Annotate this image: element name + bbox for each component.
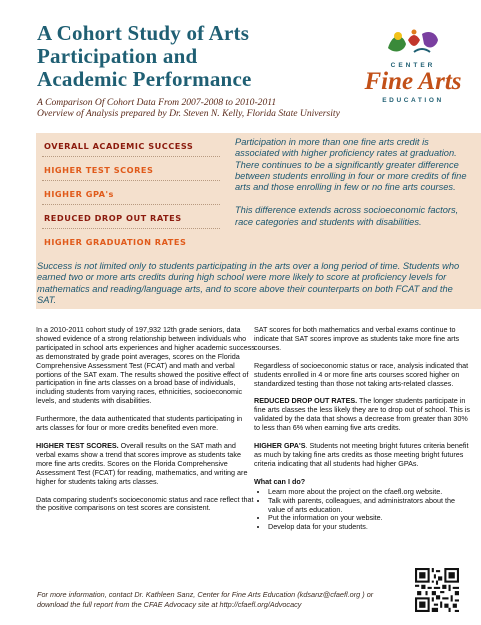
paragraph: REDUCED DROP OUT RATES. The longer students participate in fine arts classes the less likely they are to drop out of school. This is validated by the data that shows a decrease from greater than 30% to less than 6% when earning five arts credits. bbox=[254, 396, 470, 433]
divider bbox=[42, 228, 220, 229]
subtitle-line: A Comparison Of Cohort Data From 2007-2008 to 2010-2011 bbox=[37, 97, 277, 108]
footer-line: For more information, contact Dr. Kathleen Sanz, Center for Fine Arts Education (kdsanz@cfaefl.org ) or bbox=[37, 590, 374, 599]
feature-overall-academic-success: OVERALL ACADEMIC SUCCESS bbox=[44, 141, 194, 151]
features-list bbox=[36, 133, 223, 253]
band-paragraph: This difference extends across socioeconomic factors, race categories and students with disabilities. bbox=[235, 205, 459, 227]
footer-contact bbox=[37, 590, 407, 609]
section-heading: HIGHER GPA'S bbox=[254, 441, 306, 451]
center-fine-arts-logo bbox=[358, 22, 468, 122]
paragraph: In a 2010-2011 cohort study of 197,932 12th grade seniors, data showed evidence of a strong relationship between individuals who participated in school arts experiences and higher academic success as demonstrated by grade point averages, scores on the Florida Comprehensive Assessment Test (FCAT) and math and verbal portions of the SAT exam. The results showed the positive effect of participation in fine arts classes on a broad base of individuals, including students from varying races, ethnicities, socioeconomic levels, and students with disabilities. bbox=[36, 325, 255, 406]
list-item: • Learn more about the project on the cfaefl.org website. bbox=[268, 488, 474, 497]
what-can-i-do-heading: What can I do? bbox=[254, 476, 306, 486]
page-subtitle bbox=[37, 97, 377, 119]
band-paragraph: Participation in more than one fine arts credit is associated with higher proficiency rates at graduation. There continues to be a significantly greater difference between students enrolling in four or more credits of fine arts and those enrolling in few or no fine arts courses. bbox=[235, 137, 467, 193]
feature-higher-test-scores: HIGHER TEST SCORES bbox=[44, 165, 154, 175]
body-column-right bbox=[254, 326, 474, 532]
band-wide-text: Success is not limited only to students participating in the arts over a long period of time. Students who earned two or more arts credits during high school were more likely to score at proficiency levels for mathematics and reading/language arts, and to score above their counterparts on both FCAT and the SAT. bbox=[37, 261, 460, 305]
subtitle-line: Overview of Analysis prepared by Dr. Steven N. Kelly, Florida State University bbox=[37, 108, 340, 119]
page-title bbox=[37, 22, 337, 91]
feature-higher-graduation-rates: HIGHER GRADUATION RATES bbox=[44, 237, 187, 247]
paragraph: HIGHER TEST SCORES. Overall results on the SAT math and verbal exams show a trend that scores improve as students take more fine arts credits. Scores on the Florida Comprehensive Assessment Test (FCAT) for reading, mathematics, and writing are higher for students taking arts classes. bbox=[36, 440, 248, 486]
section-heading: HIGHER TEST SCORES. bbox=[36, 440, 119, 450]
title-line: Academic Performance bbox=[37, 67, 252, 91]
action-list bbox=[254, 488, 474, 533]
paragraph: Regardless of socioeconomic status or race, analysis indicated that students enrolled in 4 or more fine arts courses scored higher on standardized testing than those not taking arts-related classes. bbox=[254, 360, 469, 388]
logo-education-text: EDUCATION bbox=[382, 97, 444, 104]
list-item: • Develop data for your students. bbox=[268, 523, 474, 532]
list-item: • Talk with parents, colleagues, and administrators about the value of arts education. bbox=[268, 497, 474, 515]
feature-reduced-drop-out-rates: REDUCED DROP OUT RATES bbox=[44, 213, 182, 223]
divider bbox=[42, 180, 220, 181]
logo-center-text: CENTER bbox=[390, 62, 436, 69]
band-right-text bbox=[235, 137, 467, 228]
title-line: A Cohort Study of Arts bbox=[37, 21, 250, 45]
footer-line: download the full report from the CFAE Advocacy site at http://cfaefl.org/Advocacy bbox=[37, 599, 302, 609]
section-heading: REDUCED DROP OUT RATES. bbox=[254, 396, 358, 406]
logo-main-text: Fine Arts bbox=[364, 68, 462, 95]
arts-masks-icon bbox=[384, 26, 444, 60]
list-item: • Put the information on your website. bbox=[268, 514, 474, 523]
paragraph: Furthermore, the data authenticated that students participating in arts classes for four or more credits benefited even more. bbox=[36, 414, 243, 433]
paragraph: SAT scores for both mathematics and verbal exams continue to indicate that SAT scores improve as students take more fine arts courses. bbox=[254, 325, 460, 352]
qr-code-icon[interactable] bbox=[415, 568, 459, 612]
feature-higher-gpa: HIGHER GPA's bbox=[44, 189, 114, 199]
divider bbox=[42, 156, 220, 157]
body-column-left bbox=[36, 326, 256, 522]
divider bbox=[42, 204, 220, 205]
title-line: Participation and bbox=[37, 44, 198, 68]
paragraph: HIGHER GPA'S. Students not meeting bright futures criteria benefit as much by taking fine arts credits as those meeting bright futures criteria indicating that all students had higher GPAs. bbox=[254, 441, 469, 468]
paragraph: Data comparing student's socioeconomic status and race reflect that the positive comparisons on test scores are consistent. bbox=[36, 494, 254, 513]
